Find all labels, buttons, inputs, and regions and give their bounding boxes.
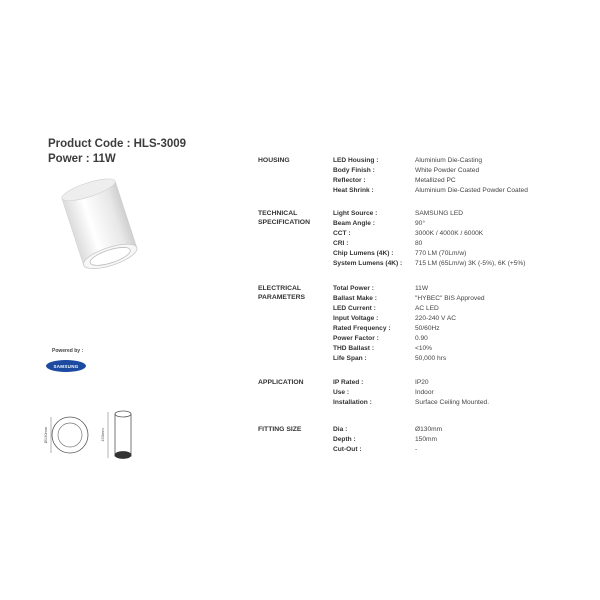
powered-by-label: Powered by :: [52, 348, 84, 354]
spec-row: THD Ballast : <10%: [333, 345, 433, 352]
product-image: [50, 170, 150, 280]
front-outer-circle: [52, 417, 88, 453]
spec-row: System Lumens (4K) : 715 LM (65Lm/w) 3K (-5%), 6K (+5%): [333, 260, 526, 267]
spec-row: Light Source : SAMSUNG LED: [333, 210, 463, 217]
product-header: [48, 137, 186, 167]
section-technical-title: TECHNICAL SPECIFICATION: [258, 210, 310, 226]
product-power: Power : 11W: [48, 153, 116, 165]
spec-row: Installation : Surface Ceiling Mounted.: [333, 399, 490, 406]
spec-row: Reflector : Metallized PC: [333, 177, 456, 184]
side-top: [115, 411, 131, 417]
spec-row: Input Voltage : 220-240 V AC: [333, 315, 457, 322]
side-bottom: [115, 452, 131, 459]
section-housing-title: HOUSING: [258, 157, 290, 164]
spec-row: Use : Indoor: [333, 389, 434, 396]
spec-row: CRI : 80: [333, 240, 423, 247]
section-application-title: APPLICATION: [258, 379, 304, 386]
spec-row: Depth : 150mm: [333, 436, 437, 443]
spec-row: Rated Frequency : 50/60Hz: [333, 325, 440, 332]
spec-row: CCT : 3000K / 4000K / 6000K: [333, 230, 484, 237]
spec-row: Chip Lumens (4K) : 770 LM (70Lm/w): [333, 250, 467, 257]
section-fitting-title: FITTING SIZE: [258, 426, 302, 433]
dimension-drawing: [38, 404, 148, 466]
side-body: [115, 414, 131, 456]
spec-row: Life Span : 50,000 hrs: [333, 355, 447, 362]
front-inner-circle: [58, 423, 82, 447]
spec-row: Beam Angle : 90°: [333, 220, 425, 227]
spec-row: IP Rated : IP20: [333, 379, 429, 386]
spec-row: Cut-Out : -: [333, 446, 418, 453]
spec-row: Heat Shrink : Aluminium Die-Casted Powder Coated: [333, 187, 528, 194]
spec-row: Body Finish : White Powder Coated: [333, 167, 480, 174]
spec-row: LED Housing : Aluminium Die-Casting: [333, 157, 483, 164]
spec-row: Total Power : 11W: [333, 285, 429, 292]
height-label: 150mm: [100, 428, 105, 442]
spec-row: LED Current : AC LED: [333, 305, 439, 312]
samsung-logo-text: SAMSUNG: [53, 363, 79, 369]
diameter-label: Ø130mm: [43, 426, 48, 444]
section-electrical-title: ELECTRICAL PARAMETERS: [258, 285, 306, 301]
spec-row: Power Factor : 0.90: [333, 335, 428, 342]
product-code: Product Code : HLS-3009: [48, 138, 187, 150]
samsung-logo: [46, 360, 86, 372]
spec-row: Ballast Make : "HYBEC" BIS Approved: [333, 295, 485, 302]
spec-row: Dia : Ø130mm: [333, 426, 443, 433]
